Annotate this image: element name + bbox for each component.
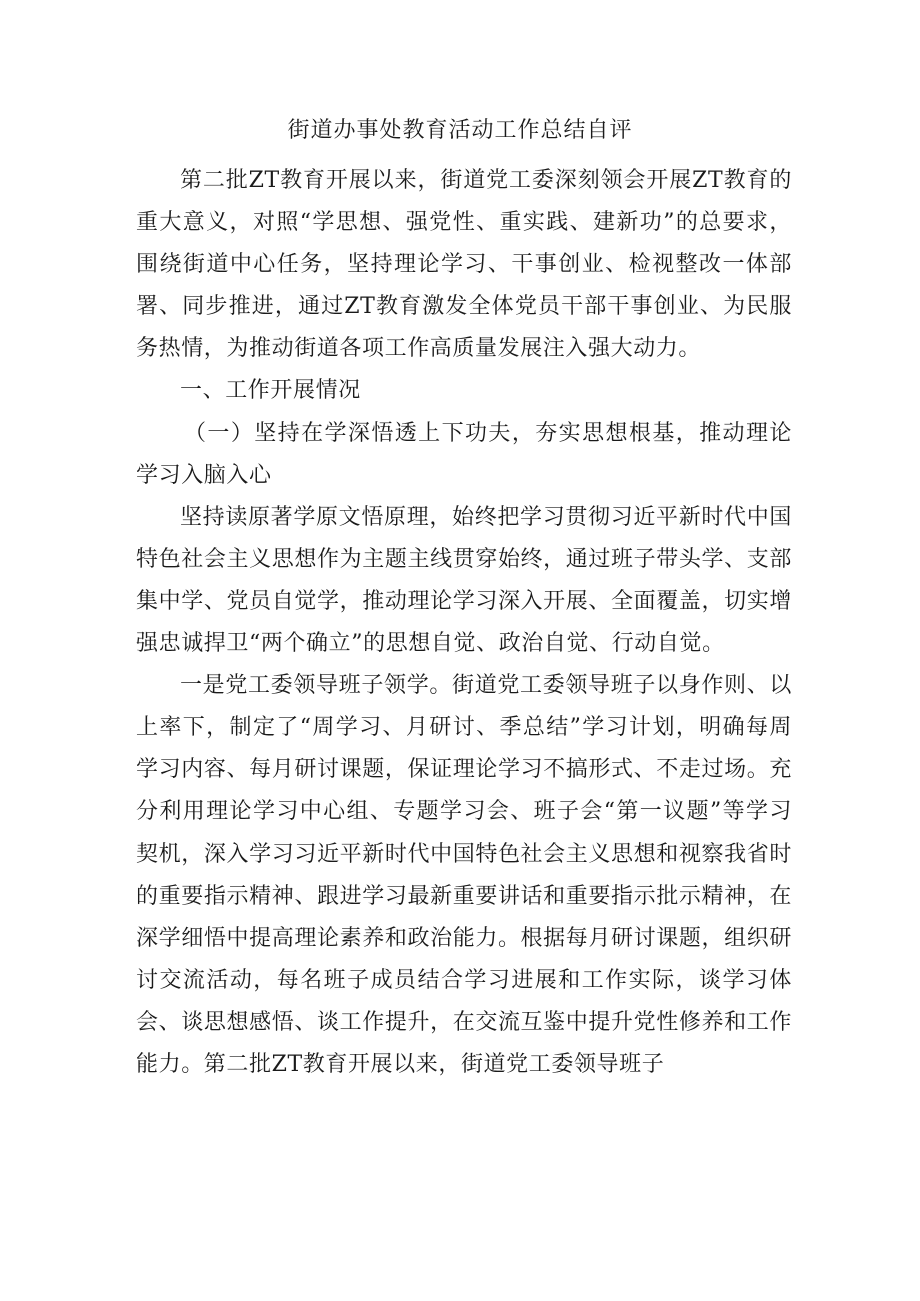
section-heading-1: 一、工作开展情况 [180,378,361,404]
document-title: 街道办事处教育活动工作总结自评 [287,118,633,143]
intro-paragraph: 第二批ZT教育开展以来，街道党工委深刻领会开展ZT教育的重大意义，对照“学思想、强党性、重实践、建新功”的总要求，围绕街道中心任务，坚持理论学习、干事创业、检视整改一体部署、同步推进，通过ZT教育激发全体党员干部干事创业、为民服务热情，为推动街道各项工作高质量发展注入强大动力。 [136,168,792,362]
subsection-heading-1: （一）坚持在学深悟透上下功夫，夯实思想根基，推动理论学习入脑入心 [136,420,792,488]
body-paragraph-1: 坚持读原著学原文悟原理，始终把学习贯彻习近平新时代中国特色社会主义思想作为主题主线贯穿始终，通过班子带头学、支部集中学、党员自觉学，推动理论学习深入开展、全面覆盖，切实增强忠诚捍卫“两个确立”的思想自觉、政治自觉、行动自觉。 [136,504,792,657]
body-paragraph-2: 一是党工委领导班子领学。街道党工委领导班子以身作则、以上率下，制定了“周学习、月研讨、季总结”学习计划，明确每周学习内容、每月研讨课题，保证理论学习不搞形式、不走过场。充分利用理论学习中心组、专题学习会、班子会“第一议题”等学习契机，深入学习习近平新时代中国特色社会主义思想和视察我省时的重要指示精神、跟进学习最新重要讲话和重要指示批示精神，在深学细悟中提高理论素养和政治能力。根据每月研讨课题，组织研讨交流活动，每名班子成员结合学习进展和工作实际，谈学习体会、谈思想感悟、谈工作提升，在交流互鉴中提升党性修养和工作能力。第二批ZT教育开展以来，街道党工委领导班子 [136,673,792,1077]
document-body [136,160,792,1086]
